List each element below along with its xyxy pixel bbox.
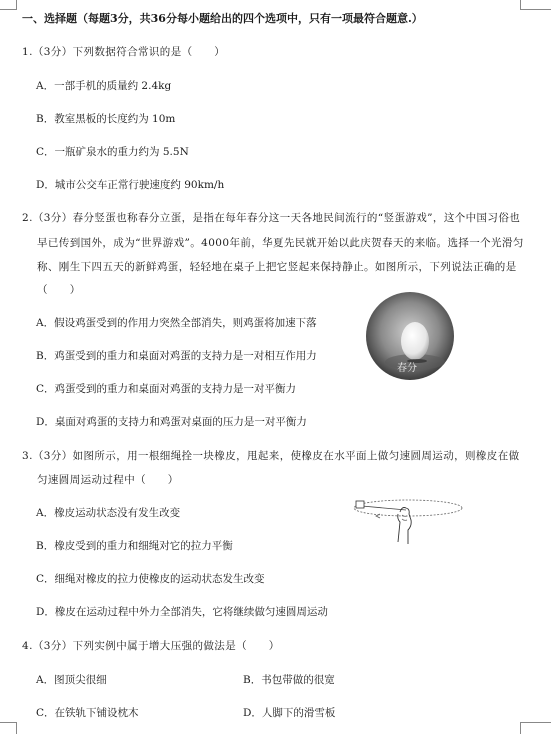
question-4-stem: 4.（3分）下列实例中属于增大压强的做法是（ ）	[22, 640, 280, 652]
question-2-stem-line-4: （ ）	[37, 284, 81, 296]
egg-figure-caption: 春分	[397, 363, 417, 374]
q4-option-d[interactable]: D．人脚下的滑雪板	[243, 707, 336, 719]
crop-mark-top-right-h	[520, 9, 551, 10]
crop-mark-top-left-h	[0, 9, 16, 10]
crop-mark-top-right-v	[520, 0, 521, 10]
q2-option-b[interactable]: B．鸡蛋受到的重力和桌面对鸡蛋的支持力是一对相互作用力	[36, 350, 317, 362]
question-2-stem-line-2: 早已传到国外，成为“世界游戏”。4000年前，华夏先民就开始以此庆贺春天的来临。选择一个光滑匀	[37, 237, 524, 249]
q1-option-b[interactable]: B．教室黑板的长度约为 10m	[36, 113, 176, 125]
crop-mark-bottom-right-h	[520, 722, 551, 723]
q2-option-c[interactable]: C．鸡蛋受到的重力和桌面对鸡蛋的支持力是一对平衡力	[36, 383, 297, 395]
question-3-stem-line-2: 匀速圆周运动过程中（ ）	[37, 474, 179, 486]
egg-figure	[365, 291, 455, 381]
q4-option-c[interactable]: C．在铁轨下铺设枕木	[36, 707, 139, 719]
crop-mark-bottom-left-v	[16, 722, 17, 734]
spinning-eraser-figure	[350, 484, 470, 544]
q3-option-c[interactable]: C．细绳对橡皮的拉力使橡皮的运动状态发生改变	[36, 573, 265, 585]
question-3-stem-line-1: 3.（3分）如图所示，用一根细绳拴一块橡皮，甩起来，使橡皮在水平面上做匀速圆周运动，则橡皮在做	[22, 450, 520, 462]
q4-option-a[interactable]: A．图顶尖很细	[36, 674, 107, 686]
q3-option-d[interactable]: D．橡皮在运动过程中外力全部消失，它将继续做匀速圆周运动	[36, 606, 328, 618]
q1-option-c[interactable]: C．一瓶矿泉水的重力约为 5.5N	[36, 146, 189, 158]
q3-option-b[interactable]: B．橡皮受到的重力和细绳对它的拉力平衡	[36, 540, 233, 552]
q2-option-d[interactable]: D．桌面对鸡蛋的支持力和鸡蛋对桌面的压力是一对平衡力	[36, 416, 307, 428]
q1-option-a[interactable]: A．一部手机的质量约 2.4kg	[36, 80, 172, 92]
question-2-stem-line-1: 2.（3分）春分竖蛋也称春分立蛋，是指在每年春分这一天各地民间流行的“竖蛋游戏”，这个中国习俗也	[22, 212, 521, 224]
q2-option-a[interactable]: A．假设鸡蛋受到的作用力突然全部消失，则鸡蛋将加速下落	[36, 317, 317, 329]
section-title: 一、选择题（每题3分，共36分每小题给出的四个选项中，只有一项最符合题意.）	[22, 12, 423, 25]
crop-mark-bottom-right-v	[520, 722, 521, 734]
question-1-stem: 1.（3分）下列数据符合常识的是（ ）	[22, 46, 226, 58]
crop-mark-bottom-left-h	[0, 722, 16, 723]
q3-option-a[interactable]: A．橡皮运动状态没有发生改变	[36, 507, 181, 519]
question-2-stem-line-3: 称、刚生下四五天的新鲜鸡蛋，轻轻地在桌子上把它竖起来保持静止。如图所示，下列说法正确的是	[37, 261, 517, 273]
q4-option-b[interactable]: B．书包带做的很宽	[243, 674, 335, 686]
q1-option-d[interactable]: D．城市公交车正常行驶速度约 90km/h	[36, 179, 225, 191]
crop-mark-top-left-v	[16, 0, 17, 10]
